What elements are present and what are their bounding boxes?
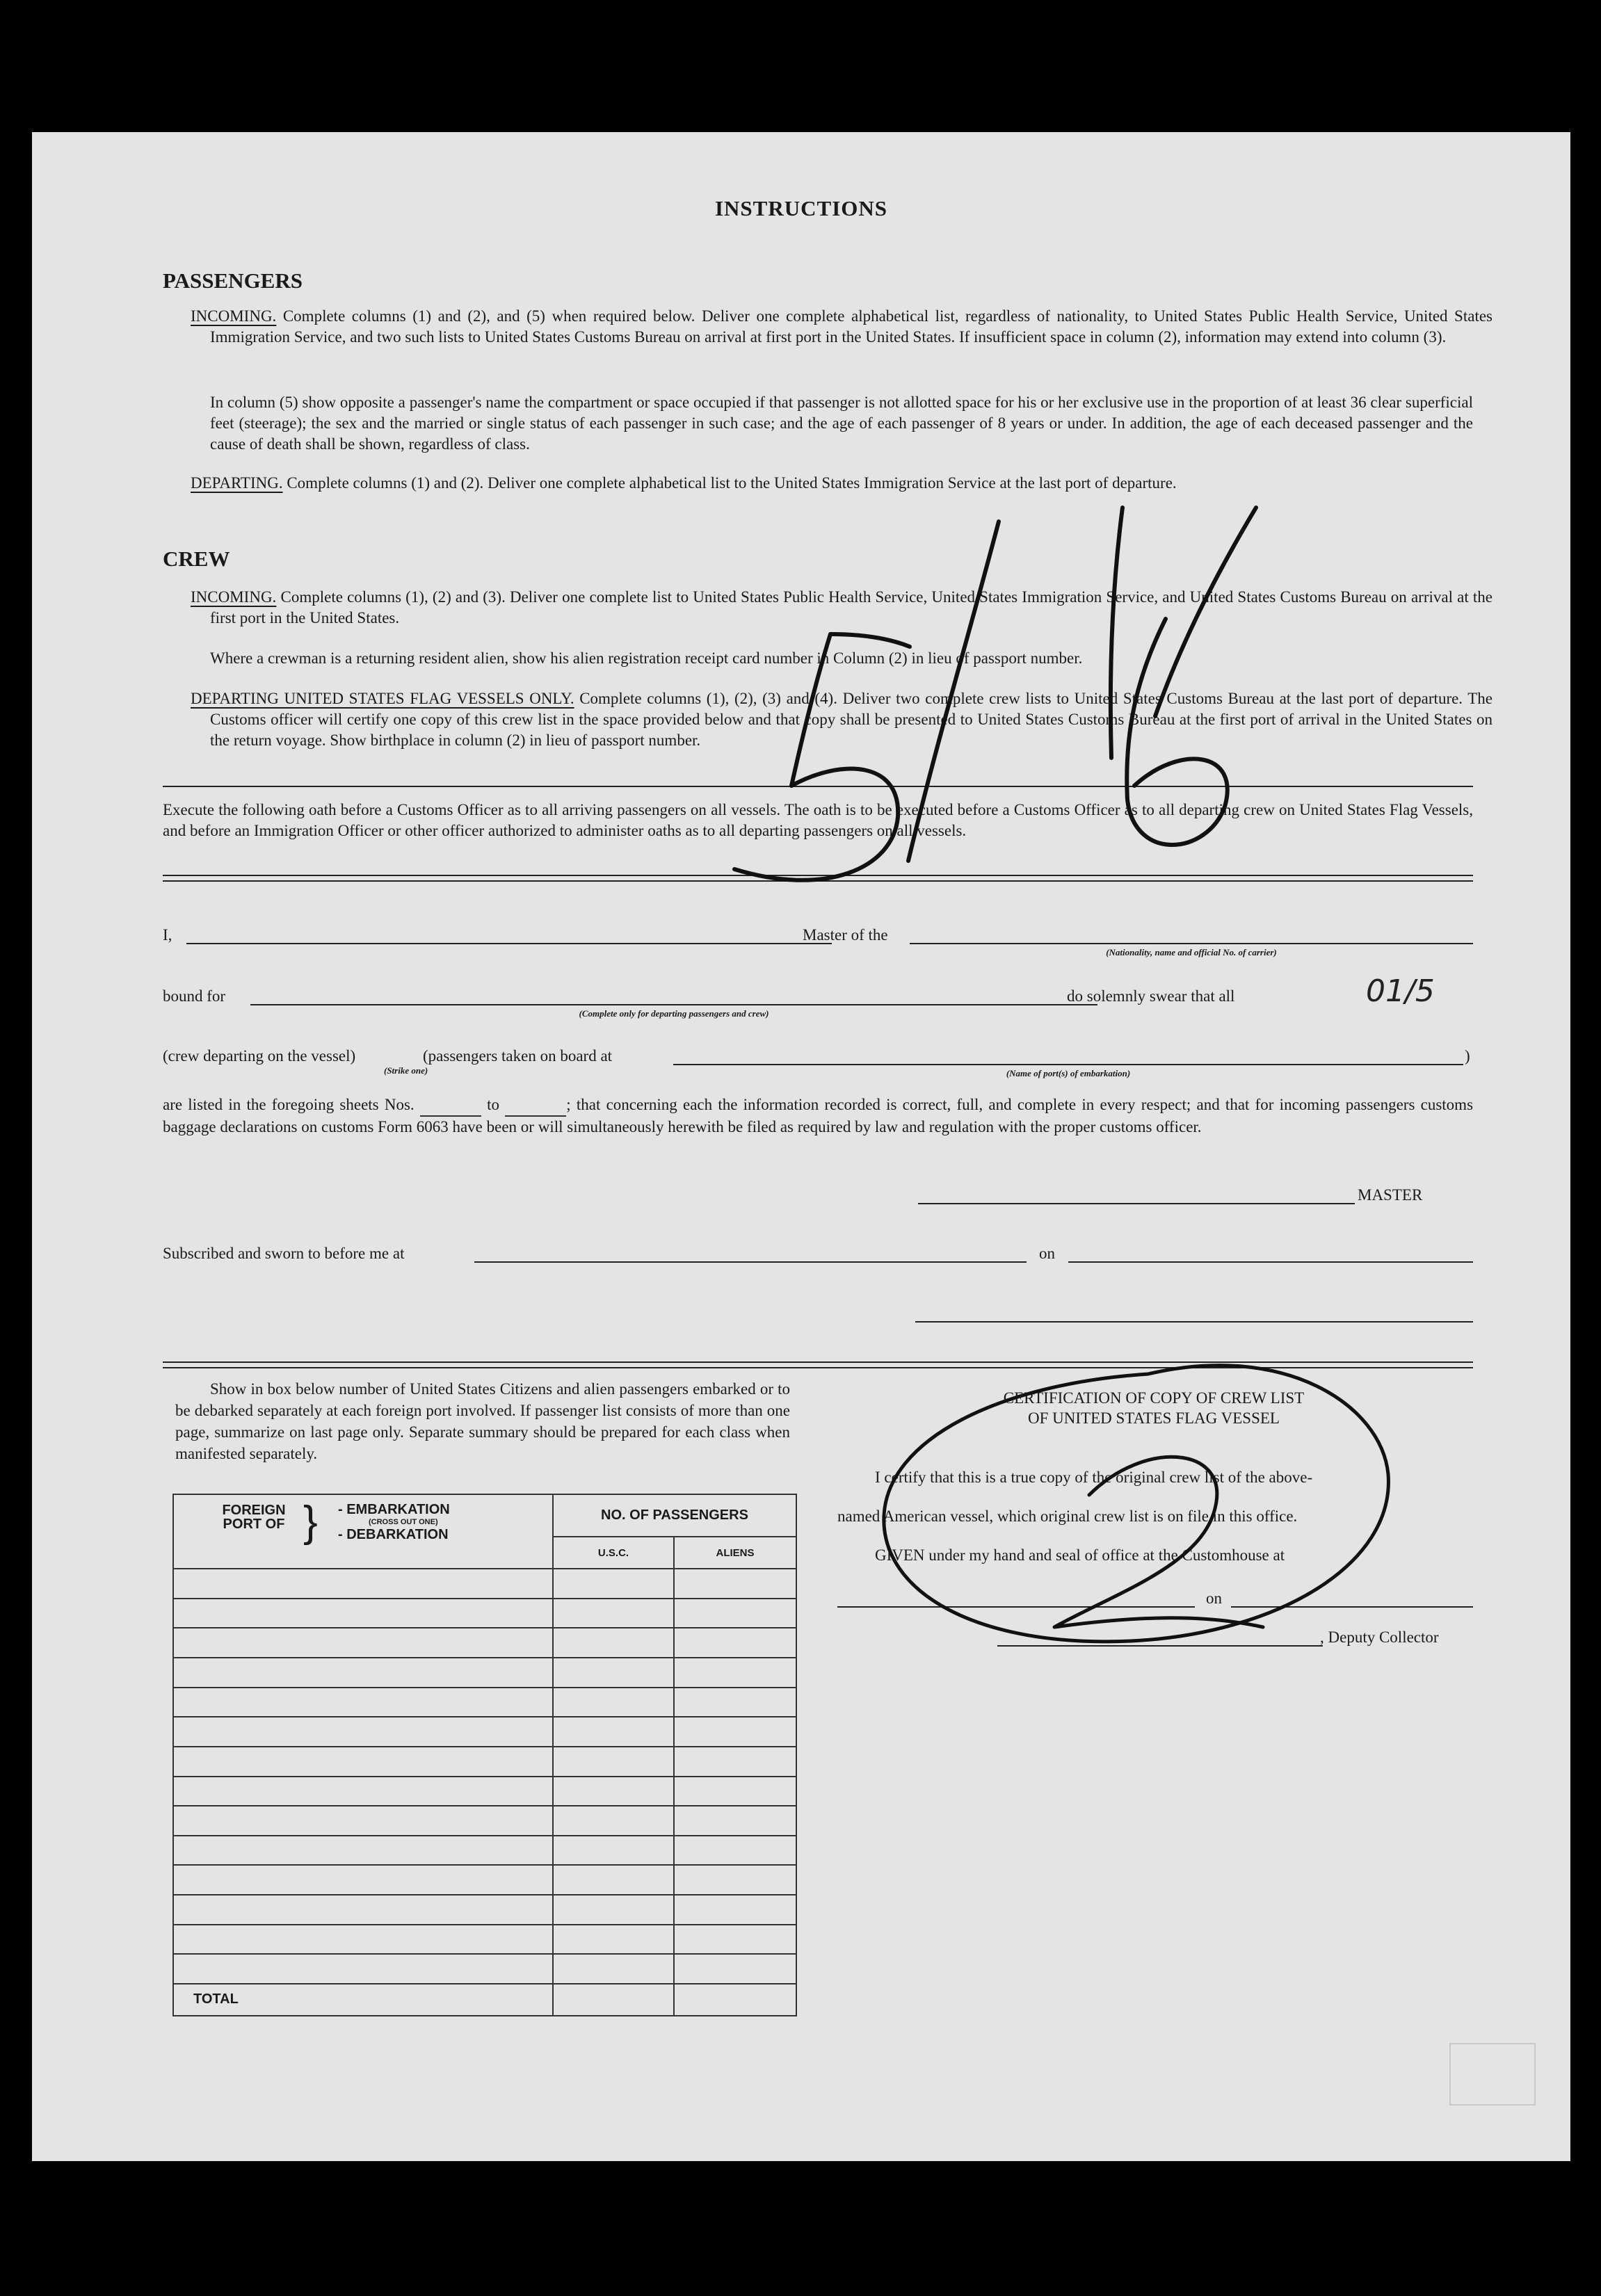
subscribed-label: Subscribed and sworn to before me at	[163, 1245, 405, 1262]
certification-text-3: GIVEN under my hand and seal of office at the Customhouse at	[875, 1546, 1285, 1564]
close-paren: )	[1465, 1047, 1470, 1065]
summary-instructions: Show in box below number of United States Citizens and alien passengers embarked or to be debarked separately at each foreign port involved. If passenger list consists of more than one page, summarize on last page only. Separate summary should be prepared for each class when manifested separately.	[175, 1380, 790, 1462]
crew-incoming-text: Complete columns (1), (2) and (3). Deliver one complete list to United States Public Health Service, United States Immigration Service, and United States Customs Bureau on arrival at the first port in the United States.	[210, 588, 1493, 626]
bound-for-label: bound for	[163, 987, 226, 1005]
handwriting-overlay	[32, 132, 1570, 2161]
certification-text-1: I certify that this is a true copy of the original crew list of the above-	[875, 1469, 1313, 1486]
form-page	[32, 132, 1570, 2161]
certification-title-line1: CERTIFICATION OF COPY OF CREW LIST	[1003, 1389, 1305, 1407]
name-of-port-note: (Name of port(s) of embarkation)	[1006, 1068, 1131, 1078]
page-title: INSTRUCTIONS	[714, 196, 887, 220]
passengers-incoming-label: INCOMING.	[191, 307, 277, 325]
cross-out-label: (CROSS OUT ONE)	[369, 1518, 438, 1526]
embarkation-label: - EMBARKATION	[338, 1502, 450, 1517]
do-solemnly-label: do solemnly swear that all	[1067, 987, 1235, 1005]
are-listed-label: are listed in the foregoing sheets Nos.	[163, 1096, 415, 1113]
crew-incoming-label: INCOMING.	[191, 588, 277, 606]
deputy-collector-label: , Deputy Collector	[1320, 1628, 1439, 1646]
crew-heading: CREW	[163, 547, 230, 571]
handwritten-5-16-mark	[734, 508, 1256, 880]
certification-text-2: named American vessel, which original crew list is on file in this office.	[837, 1507, 1298, 1525]
master-label: MASTER	[1358, 1186, 1423, 1204]
passengers-taken-option: (passengers taken on board at	[423, 1047, 613, 1065]
aliens-header: ALIENS	[674, 1537, 796, 1569]
complete-only-note: (Complete only for departing passengers and crew)	[579, 1008, 769, 1019]
brace-icon: }	[303, 1498, 318, 1546]
master-of-the-label: Master of the	[803, 926, 888, 944]
passengers-departing-text: Complete columns (1) and (2). Deliver one complete alphabetical list to the United States Immigration Service at the last port of departure.	[287, 474, 1177, 492]
stamp-box	[1449, 2043, 1536, 2105]
oath-intro: Execute the following oath before a Customs Officer as to all arriving passengers on all vessels. The oath is to be executed before a Customs Officer as to all departing crew on United States Flag Vessels, and before an Immigration Officer or other officer authorized to administer oaths as to all departing passengers on all vessels.	[163, 801, 1473, 839]
nationality-note: (Nationality, name and official No. of carrier)	[1106, 947, 1277, 957]
passengers-heading: PASSENGERS	[163, 268, 303, 293]
subscribed-on-label: on	[1039, 1245, 1055, 1262]
debarkation-label: - DEBARKATION	[338, 1527, 449, 1542]
foreign-port-label: FOREIGN PORT OF	[222, 1503, 286, 1532]
passengers-incoming-text: Complete columns (1) and (2), and (5) when required below. Deliver one complete alphabetical list, regardless of nationality, to United States Public Health Service, United States Immigration Service, and two such lists to United States Customs Bureau on arrival at first port in the United States. If insufficient space in column (2), information may extend into column (3).	[210, 307, 1493, 346]
to-label: to	[487, 1096, 500, 1113]
crew-alien-paragraph: Where a crewman is a returning resident alien, show his alien registration receipt card number in Column (2) in lieu of passport number.	[210, 649, 1083, 667]
crew-departing-text: Complete columns (1), (2), (3) and (4). Deliver two complete crew lists to United States Customs Bureau at the last port of departure. The Customs officer will certify one copy of this crew list in the space provided below and that copy shall be presented to United States Customs Bureau at the first port of arrival in the United States on the return voyage. Show birthplace in column (2) in lieu of passport number.	[210, 690, 1493, 749]
handwritten-circled-2-mark	[884, 1366, 1389, 1642]
certification-on-label: on	[1206, 1590, 1222, 1607]
oath-i-label: I,	[163, 926, 172, 944]
passengers-column5-paragraph: In column (5) show opposite a passenger's name the compartment or space occupied if that passenger is not allotted space for his or her exclusive use in the proportion of at least 36 clear superficial feet (steerage); the sex and the married or single status of each passenger in such case; and the age of each passenger of 8 years or under. In addition, the age of each deceased passenger and the cause of death shall be shown, regardless of class.	[210, 394, 1473, 453]
total-label: TOTAL	[173, 1984, 553, 2016]
no-of-passengers-header: NO. OF PASSENGERS	[553, 1494, 796, 1537]
passengers-departing-label: DEPARTING.	[191, 474, 283, 492]
strike-one-note: (Strike one)	[384, 1065, 428, 1076]
certification-title-line2: OF UNITED STATES FLAG VESSEL	[1028, 1409, 1280, 1427]
crew-departing-option: (crew departing on the vessel)	[163, 1047, 356, 1065]
oath-statement-text: ; that concerning each the information recorded is correct, full, and complete in every respect; and that for incoming passengers customs baggage declarations on customs Form 6063 have been or will simultaneously herewith be filed as required by law and regulation with the proper customs officer.	[163, 1096, 1474, 1135]
usc-header: U.S.C.	[553, 1537, 674, 1569]
crew-departing-label: DEPARTING UNITED STATES FLAG VESSELS ONLY.	[191, 690, 574, 707]
handwritten-small-mark: 01/5	[1366, 973, 1435, 1009]
